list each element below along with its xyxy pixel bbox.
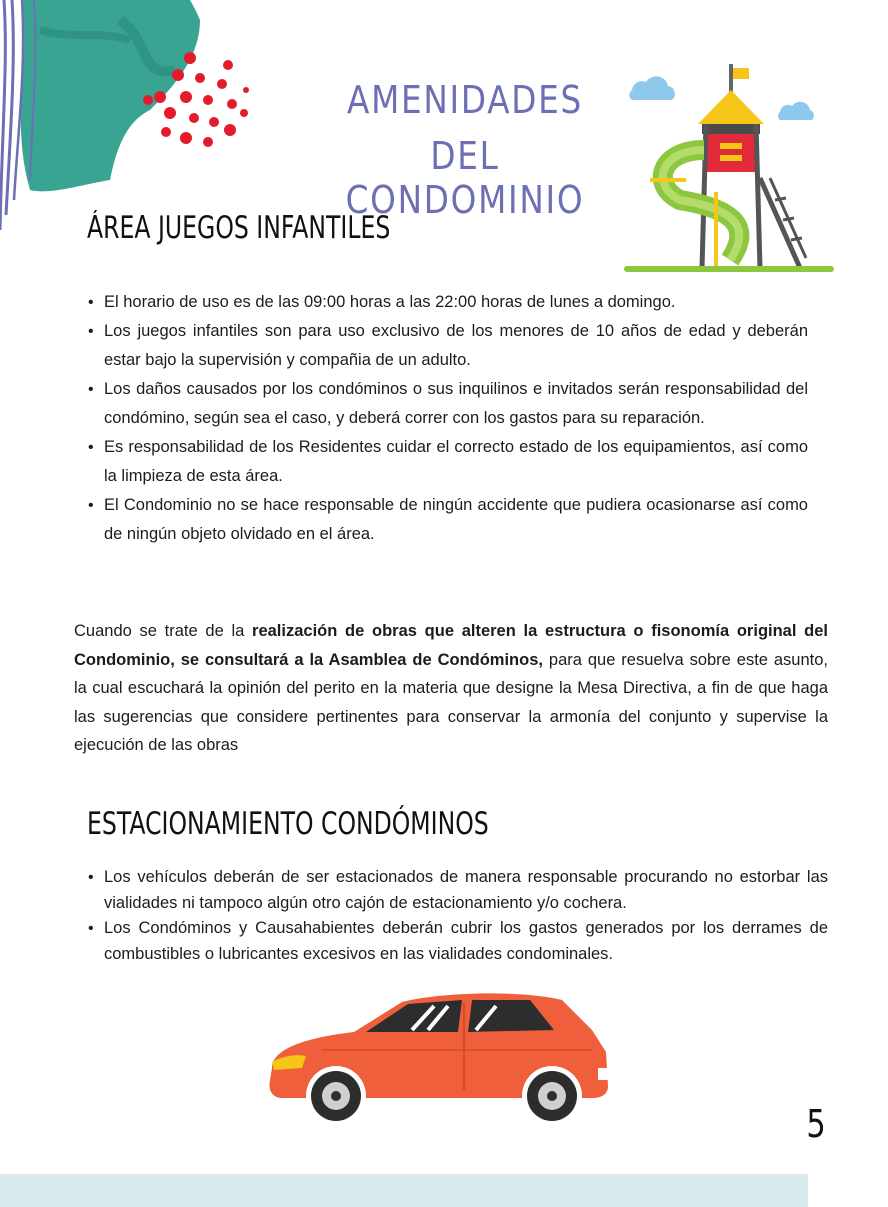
list-item: • Los daños causados por los condóminos o sus inquilinos e invitados serán responsabilidad del condómino, según sea el caso, y deberá correr con los gastos para su reparación. xyxy=(74,375,808,433)
car-illustration xyxy=(262,990,618,1128)
section-heading-parking: ESTACIONAMIENTO CONDÓMINOS xyxy=(87,806,489,842)
page-title-line-1: AMENIDADES xyxy=(347,78,583,122)
paragraph-bold-text: realización de obras que alteren la estructura o fisonomía original del Condominio, se consultará a la Asamblea de Condóminos, xyxy=(74,622,828,669)
paragraph-text-end: para que resuelva sobre este asunto, la cual escuchará la opinión del perito en la materia que designe la Mesa Directiva, a fin de que haga las sugerencias que considere pertinentes para conservar la armonía del conjunto y supervise la ejecución de las obras xyxy=(74,650,829,754)
footer-bar xyxy=(0,1174,808,1207)
works-paragraph xyxy=(74,617,828,760)
page-title-line-2: DEL CONDOMINIO xyxy=(345,134,585,222)
playground-rules-list xyxy=(74,288,808,549)
list-item: • Los juegos infantiles son para uso exclusivo de los menores de 10 años de edad y deberán estar bajo la supervisión y compañia de un adulto. xyxy=(74,317,808,375)
list-item: • Es responsabilidad de los Residentes cuidar el correcto estado de los equipamientos, así como la limpieza de esta área. xyxy=(74,433,808,491)
playground-illustration xyxy=(620,60,840,280)
section-heading-playground: ÁREA JUEGOS INFANTILES xyxy=(87,210,391,246)
decorative-brush-art xyxy=(0,0,260,240)
list-item: • El Condominio no se hace responsable de ningún accidente que pudiera ocasionarse así como de ningún objeto olvidado en el área. xyxy=(74,491,808,549)
list-item: • Los vehículos deberán de ser estacionados de manera responsable procurando no estorbar las vialidades ni tampoco algún otro cajón de estacionamiento y/o cochera. xyxy=(74,865,828,916)
paragraph-text-start: Cuando se trate de la xyxy=(74,622,253,640)
parking-rules-list xyxy=(74,865,828,967)
page-number: 5 xyxy=(806,1102,826,1146)
list-item: • Los Condóminos y Causahabientes deberán cubrir los gastos generados por los derrames de combustibles o lubricantes excesivos en las vialidades condominales. xyxy=(74,916,828,967)
list-item: • El horario de uso es de las 09:00 horas a las 22:00 horas de lunes a domingo. xyxy=(74,288,808,317)
